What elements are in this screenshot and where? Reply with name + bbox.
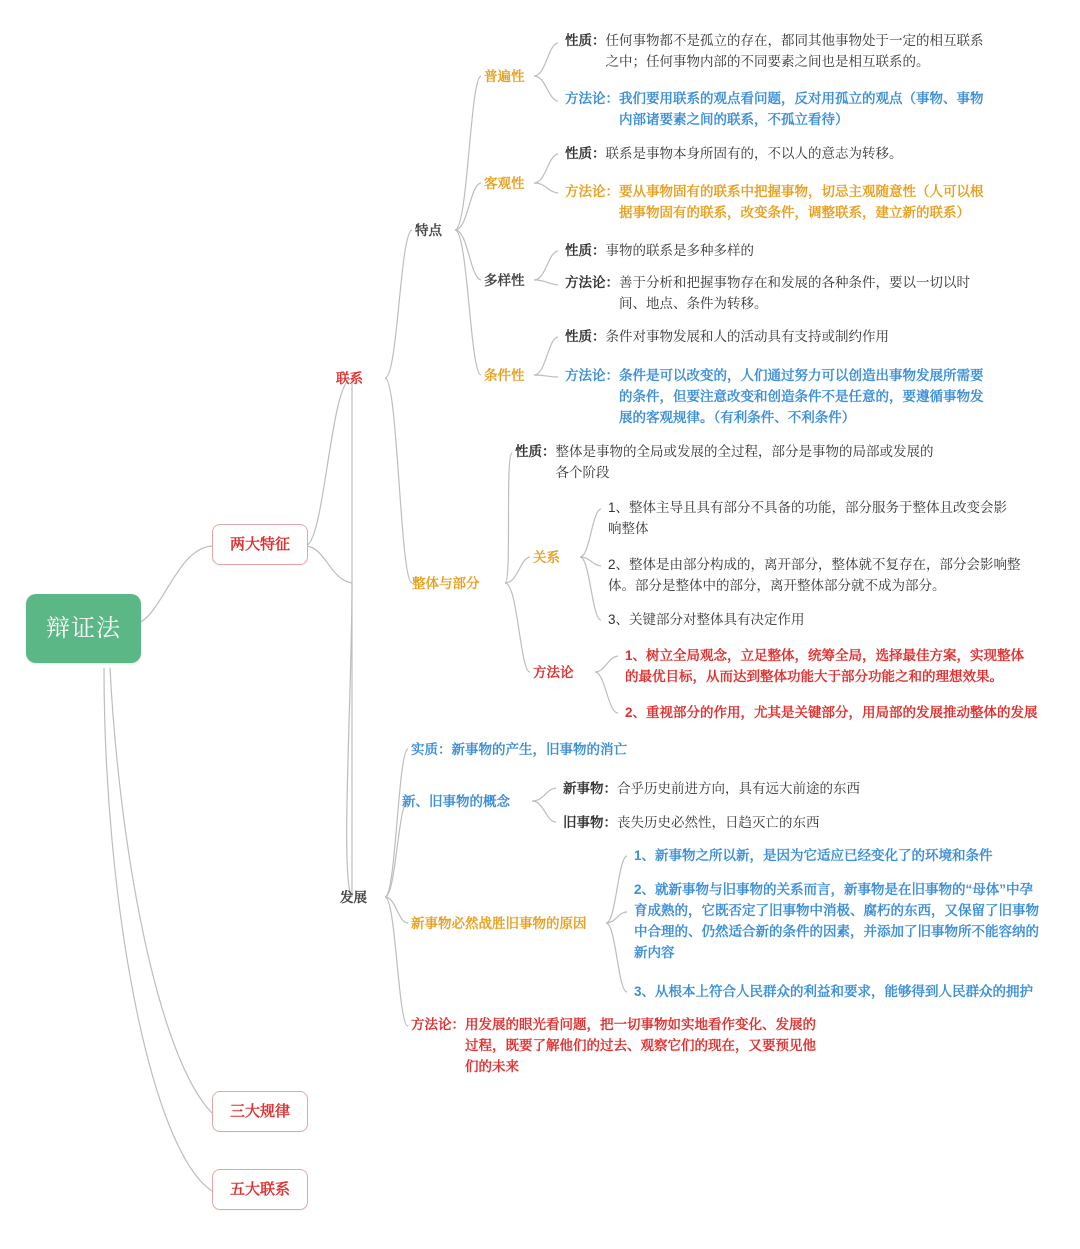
node-keguanxing[interactable]: 客观性	[484, 176, 525, 191]
label-xingzhi: 性质：	[565, 243, 606, 258]
tiaojianxing-nature	[565, 327, 1005, 348]
zhengti-fangfalun-item-2: 2、重视部分的作用，尤其是关键部分，用局部的发展推动整体的发展	[625, 705, 1038, 720]
branch-five-links[interactable]: 五大联系	[212, 1169, 308, 1210]
text-fangfalun: 我们要用联系的观点看问题，反对用孤立的观点（事物、事物内部诸要素之间的联系，不孤立看待）	[619, 91, 984, 127]
text-shizhi: 新事物的产生，旧事物的消亡	[451, 742, 627, 757]
node-guanxi[interactable]: 关系	[533, 550, 560, 565]
text-fangfalun: 要从事物固有的联系中把握事物，切忌主观随意性（人可以根据事物固有的联系，改变条件，调整联系，建立新的联系）	[619, 184, 984, 220]
label-xingzhi: 性质：	[565, 33, 606, 48]
label-shizhi: 实质：	[411, 742, 452, 757]
keguanxing-nature	[565, 144, 995, 165]
zhengti-nature	[515, 442, 945, 484]
tiaojianxing-method	[565, 366, 990, 429]
label-fangfalun: 方法论：	[565, 368, 619, 383]
gainian-item-old	[563, 813, 923, 834]
guanxi-item-2: 2、整体是由部分构成的，离开部分，整体就不复存在，部分会影响整体。部分是整体中的部分，离开整体部分就不成为部分。	[608, 557, 1021, 593]
node-tedian[interactable]: 特点	[415, 223, 442, 238]
text-new-thing: 合乎历史前进方向，具有远大前途的东西	[617, 781, 860, 796]
guanxi-item-3: 3、关键部分对整体具有决定作用	[608, 612, 805, 627]
text-xingzhi: 整体是事物的全局或发展的全过程，部分是事物的局部或发展的各个阶段	[555, 444, 934, 480]
zhengti-fangfalun-item-1: 1、树立全局观念，立足整体，统筹全局，选择最佳方案，实现整体的最优目标，从而达到整体功能大于部分功能之和的理想效果。	[625, 648, 1025, 684]
label-fangfalun: 方法论：	[411, 1017, 465, 1032]
yuanyin-item-3: 3、从根本上符合人民群众的利益和要求，能够得到人民群众的拥护	[634, 984, 1034, 999]
text-fangfalun: 善于分析和把握事物存在和发展的各种条件，要以一切以时间、地点、条件为转移。	[619, 275, 970, 311]
fazhan-fangfalun	[411, 1015, 826, 1078]
yuanyin-item-1: 1、新事物之所以新，是因为它适应已经变化了的环境和条件	[634, 848, 993, 863]
text-xingzhi: 任何事物都不是孤立的存在，都同其他事物处于一定的相互联系之中；任何事物内部的不同要素之间也是相互联系的。	[605, 33, 984, 69]
pubianxing-method	[565, 89, 990, 131]
node-tiaojianxing[interactable]: 条件性	[484, 368, 525, 383]
duoyangxing-nature	[565, 241, 995, 262]
text-fangfalun: 用发展的眼光看问题，把一切事物如实地看作变化、发展的过程，既要了解他们的过去、观察它们的现在，又要预见他们的未来	[465, 1017, 816, 1074]
branch-two-features[interactable]: 两大特征	[212, 524, 308, 565]
node-pubianxing[interactable]: 普遍性	[484, 69, 525, 84]
node-fazhan[interactable]: 发展	[340, 890, 367, 905]
text-xingzhi: 事物的联系是多种多样的	[605, 243, 754, 258]
node-xinjiu-gainian[interactable]: 新、旧事物的概念	[402, 794, 510, 809]
label-xingzhi: 性质：	[515, 444, 556, 459]
node-duoyangxing[interactable]: 多样性	[484, 273, 525, 288]
label-xingzhi: 性质：	[565, 329, 606, 344]
label-fangfalun: 方法论：	[565, 91, 619, 106]
duoyangxing-method	[565, 273, 985, 315]
root-node[interactable]: 辩证法	[26, 594, 141, 663]
guanxi-item-1: 1、整体主导且具有部分不具备的功能，部分服务于整体且改变会影响整体	[608, 500, 1008, 536]
gainian-item-new	[563, 779, 923, 800]
text-fangfalun: 条件是可以改变的，人们通过努力可以创造出事物发展所需要的条件，但要注意改变和创造条件不是任意的，要遵循事物发展的客观规律。（有利条件、不利条件）	[619, 368, 984, 425]
text-xingzhi: 联系是事物本身所固有的，不以人的意志为转移。	[605, 146, 903, 161]
node-lianxi[interactable]: 联系	[336, 371, 363, 386]
branch-three-laws[interactable]: 三大规律	[212, 1091, 308, 1132]
label-xingzhi: 性质：	[565, 146, 606, 161]
label-fangfalun: 方法论：	[565, 184, 619, 199]
label-fangfalun: 方法论：	[565, 275, 619, 290]
label-new-thing: 新事物：	[563, 781, 617, 796]
keguanxing-method	[565, 182, 990, 224]
label-old-thing: 旧事物：	[563, 815, 617, 830]
text-xingzhi: 条件对事物发展和人的活动具有支持或制约作用	[605, 329, 889, 344]
node-zhengti-fangfalun[interactable]: 方法论	[533, 665, 574, 680]
pubianxing-nature	[565, 31, 995, 73]
yuanyin-item-2: 2、就新事物与旧事物的关系而言，新事物是在旧事物的“母体”中孕育成熟的，它既否定了旧事物中消极、腐朽的东西，又保留了旧事物中合理的、仍然适合新的条件的因素，并添加了旧事物所不能容纳的新内容	[634, 882, 1039, 960]
node-zhengti-yu-bufen[interactable]: 整体与部分	[412, 576, 480, 591]
node-yuanyin[interactable]: 新事物必然战胜旧事物的原因	[411, 916, 587, 931]
text-old-thing: 丧失历史必然性，日趋灭亡的东西	[617, 815, 820, 830]
fazhan-shizhi	[411, 740, 741, 761]
